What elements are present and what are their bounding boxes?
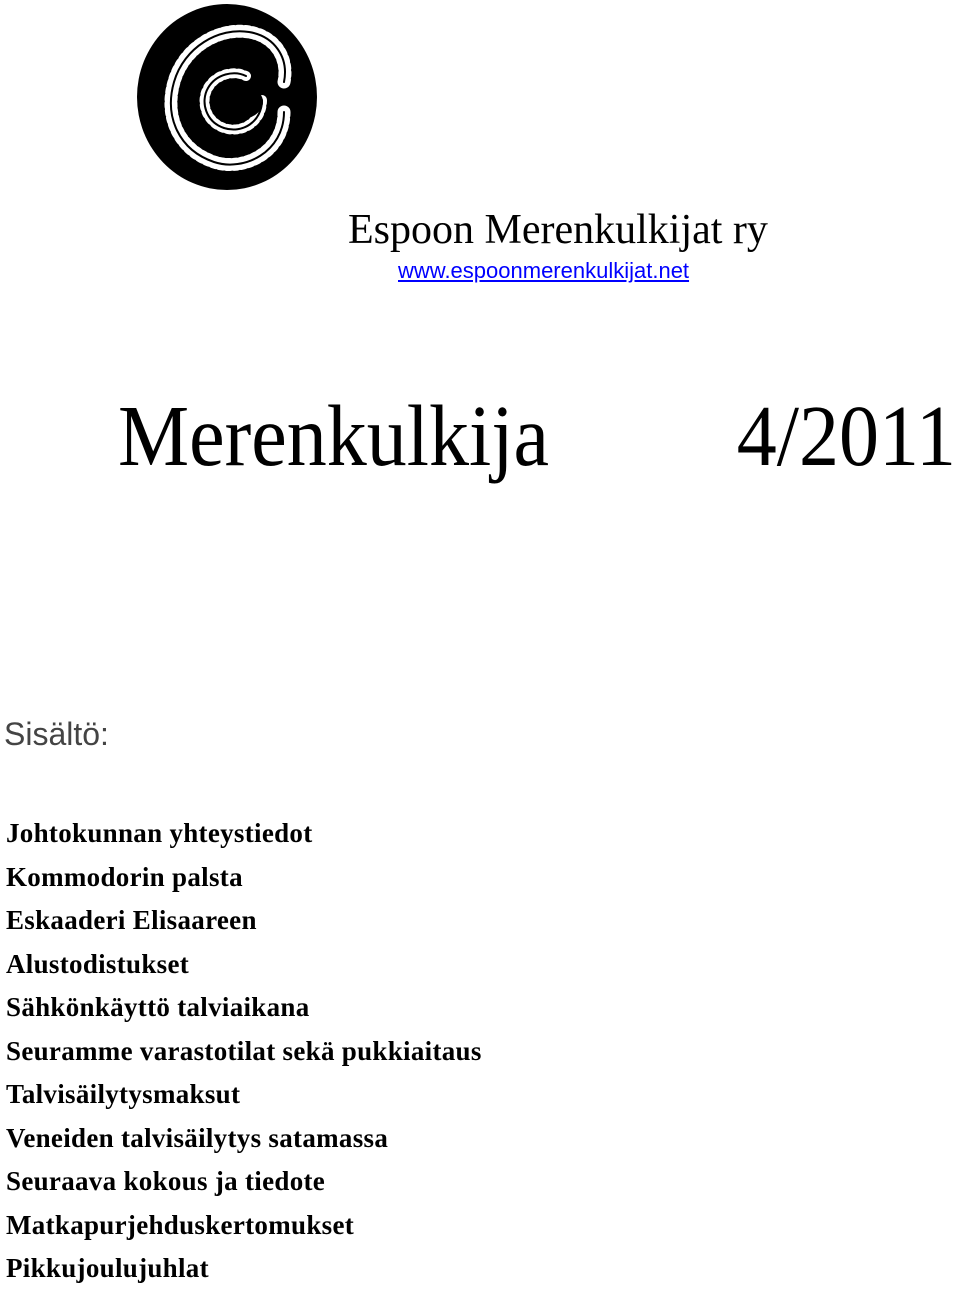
toc-item: Sähkönkäyttö talviaikana (6, 992, 310, 1022)
magazine-title-row (118, 385, 956, 489)
rope-ring-logo-icon (134, 2, 320, 192)
contents-heading: Sisältö: (4, 716, 109, 752)
toc-item: Veneiden talvisäilytys satamassa (6, 1122, 389, 1153)
magazine-title: Merenkulkija (118, 389, 549, 485)
toc-item: Eskaaderi Elisaareen (6, 905, 257, 935)
toc-item: Talvisäilytysmaksut (6, 1079, 241, 1109)
toc-item: Kommodorin palsta (6, 861, 243, 892)
toc-item: Matkapurjehduskertomukset (6, 1209, 355, 1240)
website-link[interactable]: www.espoonmerenkulkijat.net (398, 258, 690, 283)
toc-item: Pikkujoulujuhlat (6, 1253, 209, 1283)
organization-name: Espoon Merenkulkijat ry (348, 207, 768, 253)
toc-item: Seuraava kokous ja tiedote (6, 1166, 326, 1196)
issue-number: 4/2011 (736, 389, 956, 485)
toc-item: Seuramme varastotilat sekä pukkiaitaus (6, 1035, 482, 1066)
table-of-contents (6, 812, 482, 1291)
toc-item: Alustodistukset (6, 948, 190, 979)
toc-item: Johtokunnan yhteystiedot (6, 818, 313, 848)
